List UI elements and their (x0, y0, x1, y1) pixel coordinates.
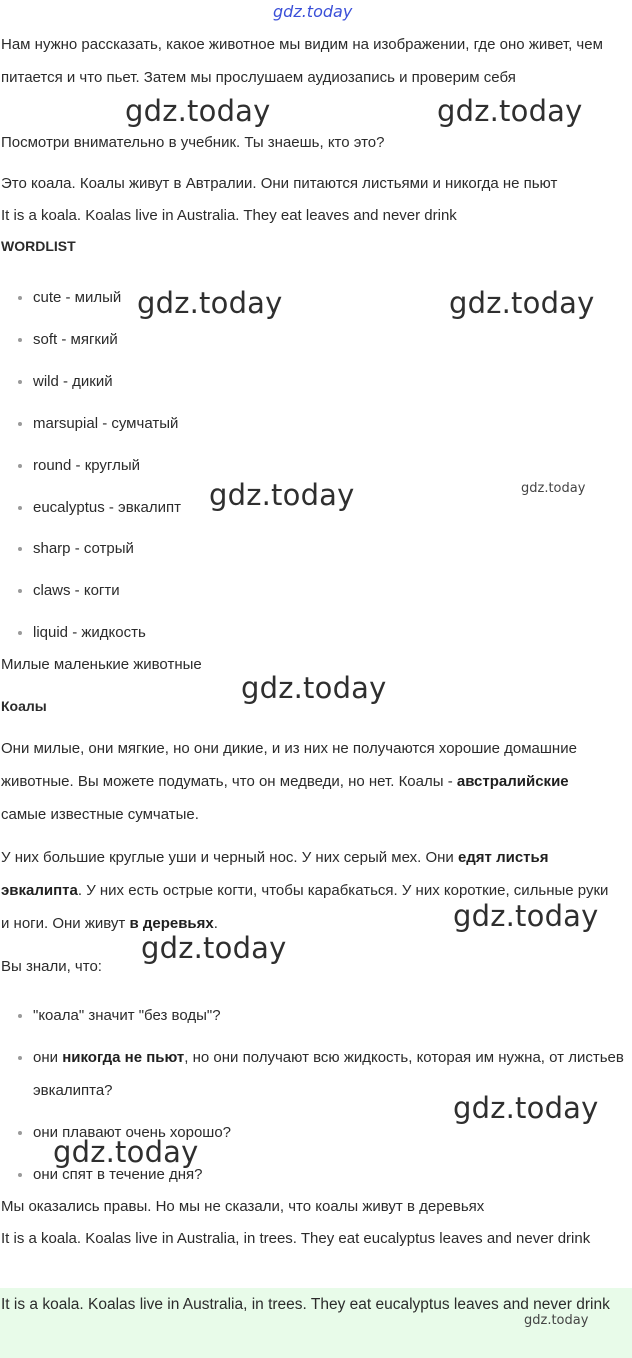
fact-item: они плавают очень хорошо? (33, 1116, 231, 1149)
wordlist-item: soft - мягкий (33, 323, 118, 356)
task-text: Нам нужно рассказать, какое животное мы видим на изображении, где оно живет, чем питается и что пьет. Затем мы прослушаем аудиозапись и проверим себя (1, 36, 603, 86)
wordlist-item: wild - дикий (33, 365, 113, 398)
article-title: Милые маленькие животные (1, 656, 202, 673)
wordlist-item: round - круглый (33, 449, 140, 482)
wordlist-item: eucalyptus - эвкалипт (33, 491, 181, 524)
watermark-top: gdz.today (273, 2, 353, 21)
bullet-icon (18, 380, 22, 384)
watermark: gdz.today (137, 286, 283, 320)
watermark: gdz.today (453, 1091, 599, 1125)
bullet-icon (18, 1173, 22, 1177)
answer-en: It is a koala. Koalas live in Australia. They eat leaves and never drink (1, 207, 457, 224)
answer-ru: Это коала. Коалы живут в Автралии. Они питаются листьями и никогда не пьют (1, 175, 558, 192)
bullet-icon (18, 296, 22, 300)
watermark: gdz.today (437, 94, 583, 128)
article-paragraph-2: У них большие круглые уши и черный нос. У них серый мех. Они едят листья эвкалипта. У них есть острые когти, чтобы карабкаться. У них короткие, сильные руки и ноги. Они живут в деревьях. (1, 849, 609, 932)
watermark-small: gdz.today (524, 1313, 589, 1328)
wordlist-item: sharp - сотрый (33, 532, 134, 565)
bullet-icon (18, 547, 22, 551)
bullet-icon (18, 422, 22, 426)
watermark: gdz.today (449, 286, 595, 320)
watermark: gdz.today (141, 931, 287, 965)
bullet-icon (18, 631, 22, 635)
watermark: gdz.today (125, 94, 271, 128)
watermark: gdz.today (53, 1135, 199, 1169)
wordlist-item: cute - милый (33, 281, 121, 314)
did-you-know: Вы знали, что: (1, 958, 102, 975)
wordlist-title: WORDLIST (1, 238, 76, 254)
watermark: gdz.today (241, 671, 387, 705)
bullet-icon (18, 1056, 22, 1060)
wordlist-item: claws - когти (33, 574, 120, 607)
wordlist-item: marsupial - сумчатый (33, 407, 178, 440)
conclusion-ru: Мы оказались правы. Но мы не сказали, что коалы живут в деревьях (1, 1198, 485, 1215)
article-paragraph-1: Они милые, они мягкие, но они дикие, и из них не получаются хорошие домашние животные. Вы можете подумать, что он медведи, но нет. Коалы - австралийские самые известные сумчатые. (1, 740, 577, 823)
fact-item: они спят в течение дня? (33, 1158, 202, 1191)
prompt-text: Посмотри внимательно в учебник. Ты знаешь, кто это? (1, 134, 385, 151)
watermark: gdz.today (453, 899, 599, 933)
watermark: gdz.today (209, 478, 355, 512)
wordlist-item: liquid - жидкость (33, 616, 146, 649)
article-subtitle: Коалы (1, 698, 47, 714)
conclusion-en: It is a koala. Koalas live in Australia, in trees. They eat eucalyptus leaves and never drink (1, 1230, 591, 1247)
watermark-small: gdz.today (521, 481, 586, 496)
bullet-icon (18, 589, 22, 593)
fact-item: они никогда не пьют, но они получают всю жидкость, которая им нужна, от листьев эвкалипта? (33, 1041, 631, 1107)
fact-item: "коала" значит "без воды"? (33, 999, 221, 1032)
bullet-icon (18, 506, 22, 510)
bullet-icon (18, 338, 22, 342)
final-answer-text: It is a koala. Koalas live in Australia, in trees. They eat eucalyptus leaves and never drink (1, 1296, 610, 1313)
bullet-icon (18, 464, 22, 468)
bullet-icon (18, 1014, 22, 1018)
bullet-icon (18, 1131, 22, 1135)
